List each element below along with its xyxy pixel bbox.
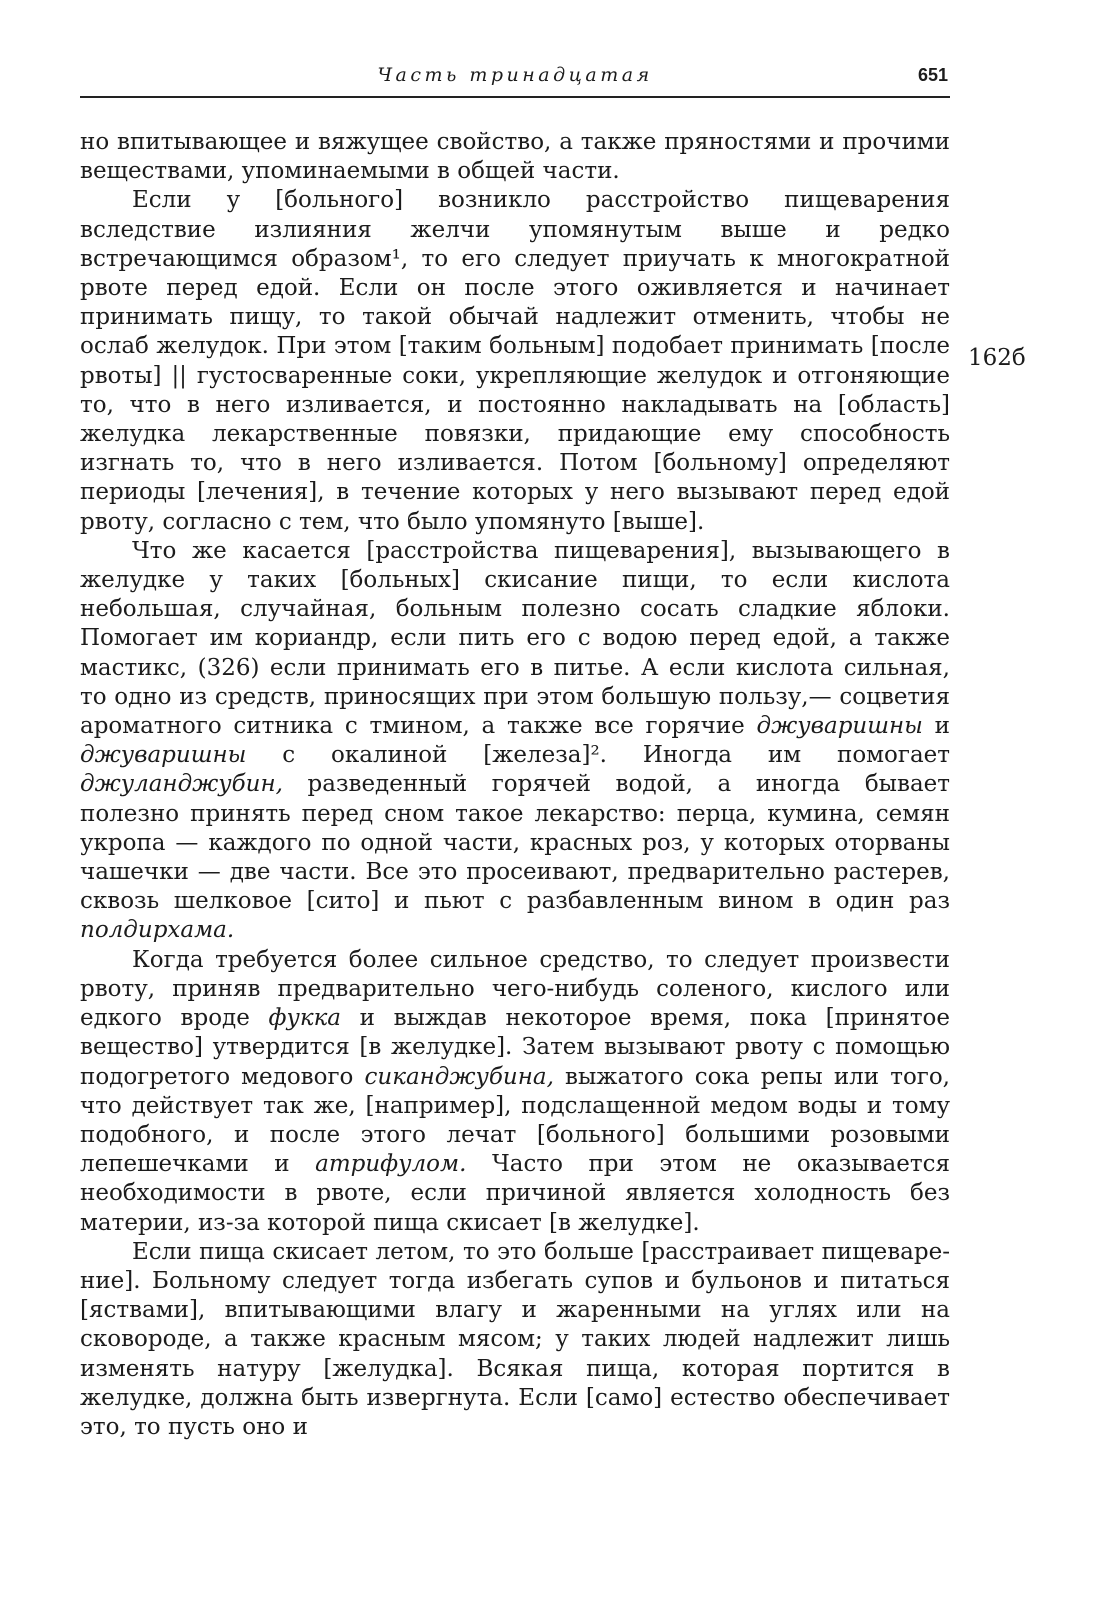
italic-term: джуланджубин, xyxy=(80,771,283,798)
text-run: Если пища скисает летом, то это больше [расстраивает пищеварение]. Больному следует тогда избегать супов и бульонов и питаться [яствами], впитывающими влагу и жаренными на углях или на сковороде, а также красным мясом; у таких людей надлежит лишь изменять натуру [желудка]. Всякая пища, которая портится в желудке, должна быть извергнута. Если [само] естество обеспечивает это, то пусть оно и xyxy=(80,1238,950,1440)
paragraph xyxy=(80,128,950,186)
text-run: но впитывающее и вяжущее свойство, а также пряностями и прочими веществами, упоминаемыми в общей части. xyxy=(80,129,950,185)
text-run: Что же касается [расстройства пищеварения], вызывающего в желудке у таких [больных] скисание пищи, то если кислота небольшая, случайная, больным полезно сосать сладкие яблоки. Помогает им кориандр, если пить его с водою перед едой, а также мастикс, (326) если принимать его в питье. А если кислота сильная, то одно из средств, приносящих при этом большую пользу,— соцветия ароматного ситника с тмином, а также все горячие xyxy=(80,537,950,740)
running-title: Часть тринадцатая xyxy=(377,64,653,86)
text-run: Часто при этом не оказывается необходимости в рвоте, если причиной является холодность без материи, из-за которой пища скисает [в желудке]. xyxy=(80,1151,950,1236)
text-run: разведенный горячей водой, а иногда бывает полезно принять перед сном такое лекарство: перца, кумина, семян укропа — каждого по одной части, красных роз, у которых оторваны чашечки — две части. Все это просеивают, предварительно растерев, сквозь шелковое [сито] и пьют с разбавленным вином в один раз xyxy=(80,771,950,915)
paragraph xyxy=(80,1238,950,1442)
margin-folio-note: 162б xyxy=(968,345,1026,371)
paragraph xyxy=(80,186,950,536)
italic-term: джуваришны xyxy=(756,713,923,740)
text-run: выжатого сока репы или того, что действует так же, [например], подслащенной медом воды и тому подобного, и после этого лечат [больного] большими розовыми лепешечками и xyxy=(80,1063,950,1178)
paragraph xyxy=(80,946,950,1238)
italic-term: полдирхама. xyxy=(80,917,235,944)
text-run: Если у [больного] возникло расстройство пищеварения вследствие излияния желчи упомянутым выше и редко встречающимся образом¹, то его следует приучать к многократной рвоте перед едой. Если он после этого оживляется и начинает принимать пищу, то такой обычай надлежит отменить, чтобы не ослаб желудок. При этом [таким больным] подобает принимать [после рвоты] || густосваренные соки, укрепляющие желудок и отгоняющие то, что в него изливается, и постоянно накладывать на [область] желудка лекарственные повязки, придающие ему способность изгнать то, что в него изливается. Потом [больному] определяют периоды [лечения], в течение которых у него вызывают перед едой рвоту, согласно с тем, что было упомянуто [выше]. xyxy=(80,187,950,535)
text-run: и xyxy=(922,713,950,740)
text-run: с окалиной [железа]². Иногда им помогает xyxy=(246,742,950,769)
page-number: 651 xyxy=(917,65,948,85)
text-run: и выждав некоторое время, пока [принятое вещество] утвердится [в желудке]. Затем вызывают рвоту с помощью подогретого медового xyxy=(80,1005,951,1090)
italic-term: фукка xyxy=(268,1005,342,1032)
italic-term: атрифулом. xyxy=(315,1151,467,1178)
italic-term: сиканджубина, xyxy=(364,1063,554,1090)
italic-term: джуваришны xyxy=(80,742,247,769)
text-run: Когда требуется более сильное средство, то следует произвести рвоту, приняв предварительно чего-нибудь соленого, кислого или едкого вроде xyxy=(80,946,950,1032)
body-text xyxy=(80,128,950,1442)
paragraph xyxy=(80,537,950,946)
running-header xyxy=(80,62,950,98)
